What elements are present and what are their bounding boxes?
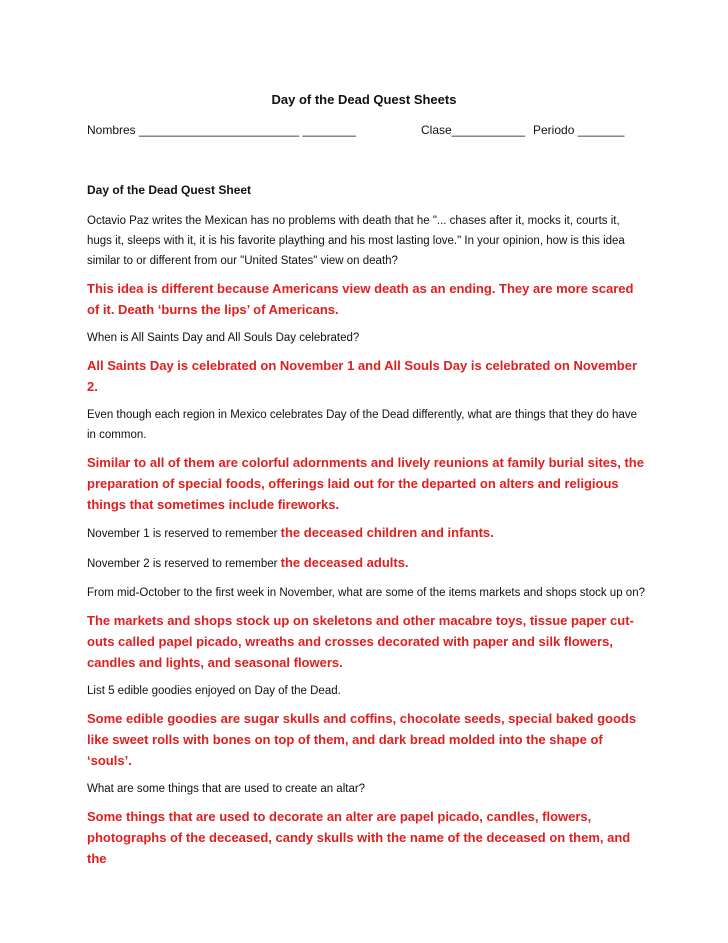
nombres-field: Nombres ________________________ ________: [87, 123, 356, 137]
answer-1: This idea is different because Americans view death as an ending. They are more scared of it. Death ‘burns the lips’ of Americans.: [87, 281, 634, 317]
answer-2: All Saints Day is celebrated on November 1 and All Souls Day is celebrated on November 2.: [87, 358, 638, 394]
question-8: What are some things that are used to create an altar?: [87, 783, 366, 795]
question-4-prefix: November 1 is reserved to remember: [87, 528, 281, 540]
question-3: Even though each region in Mexico celebrates Day of the Dead differently, what are things that they do have in common.: [87, 409, 637, 441]
answer-4: the deceased children and infants.: [280, 525, 494, 540]
question-4: [87, 523, 647, 544]
document-title: Day of the Dead Quest Sheets: [271, 92, 457, 107]
question-2: When is All Saints Day and All Souls Day celebrated?: [87, 332, 360, 344]
answer-6: The markets and shops stock up on skeletons and other macabre toys, tissue paper cut-outs called papel picado, wreaths and crosses decorated with paper and silk flowers, candles and lights, and seasonal flowers.: [87, 613, 634, 670]
question-5-prefix: November 2 is reserved to remember: [87, 558, 281, 570]
question-1: Octavio Paz writes the Mexican has no problems with death that he "... chases after it, mocks it, courts it, hugs it, sleeps with it, it is his favorite plaything and his most lasting love." In your opinion, how is this idea similar to or different from our "United States" view on death?: [87, 215, 625, 267]
answer-3: Similar to all of them are colorful adornments and lively reunions at family burial sites, the preparation of special foods, offerings laid out for the departed on alters and religious things that sometimes include fireworks.: [87, 455, 644, 512]
answer-8: Some things that are used to decorate an alter are papel picado, candles, flowers, photographs of the deceased, candy skulls with the name of the deceased on them, and the: [87, 809, 631, 866]
clase-field: Clase___________: [421, 123, 526, 137]
periodo-field: Periodo _______: [533, 123, 625, 137]
question-5: [87, 553, 647, 574]
document-body: [87, 182, 647, 877]
answer-5: the deceased adults.: [280, 555, 409, 570]
question-7: List 5 edible goodies enjoyed on Day of the Dead.: [87, 685, 341, 697]
section-heading: Day of the Dead Quest Sheet: [87, 183, 252, 197]
answer-7: Some edible goodies are sugar skulls and coffins, chocolate seeds, special baked goods like sweet rolls with bones on top of them, and dark bread molded into the shape of ‘souls’.: [87, 711, 637, 768]
question-6: From mid-October to the first week in November, what are some of the items markets and shops stock up on?: [87, 587, 645, 599]
